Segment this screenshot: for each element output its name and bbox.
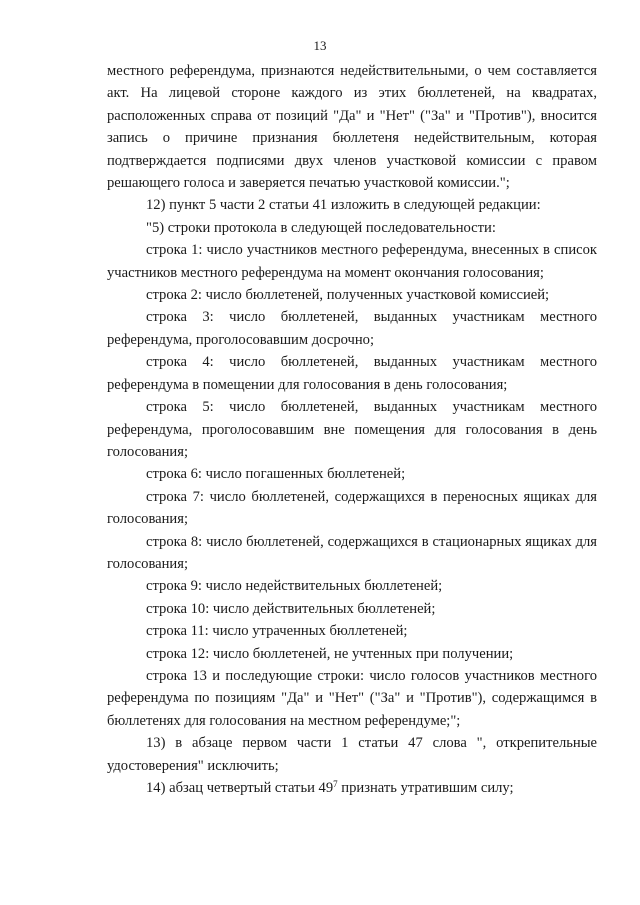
item-14-text-after: признать утратившим силу; [337,780,514,796]
item-14-text-before: 14) абзац четвертый статьи 49 [146,780,334,796]
paragraph-continuation: местного референдума, признаются недействительными, о чем составляется акт. На лицевой стороне каждого из этих бюллетеней, на квадратах, расположенных справа от позиций "Да" и "Нет" ("За" и "Против"), вносится запись о причине признания бюллетеня недействительным, которая подтверждается подписями двух членов участковой комиссии с правом решающего голоса и заверяется печатью участковой комиссии."; [107,63,597,192]
paragraph-line-5: строка 5: число бюллетеней, выданных участникам местного референдума, проголосовавшим вне помещения для голосования в день голосования; [107,399,597,460]
paragraph-line-2: строка 2: число бюллетеней, полученных участковой комиссией; [146,287,550,304]
paragraph-line-8: строка 8: число бюллетеней, содержащихся в стационарных ящиках для голосования; [107,533,597,572]
article-superscript: 7 [333,779,338,789]
paragraph-line-12: строка 12: число бюллетеней, не учтенных при получении; [146,645,514,662]
document-body [107,60,597,799]
paragraph-line-3: строка 3: число бюллетеней, выданных участникам местного референдума, проголосовавшим досрочно; [107,309,597,348]
paragraph-protocol-intro: "5) строки протокола в следующей последовательности: [146,219,496,236]
paragraph-line-1: строка 1: число участников местного референдума, внесенных в список участников местного референдума на момент окончания голосования; [107,242,597,281]
paragraph-item-13: 13) в абзаце первом части 1 статьи 47 слова ", открепительные удостоверения" исключить; [107,735,597,774]
paragraph-line-6: строка 6: число погашенных бюллетеней; [146,466,406,483]
paragraph-line-4: строка 4: число бюллетеней, выданных участникам местного референдума в помещении для голосования в день голосования; [107,354,597,393]
paragraph-line-10: строка 10: число действительных бюллетеней; [146,600,436,617]
paragraph-line-13: строка 13 и последующие строки: число голосов участников местного референдума по позициям "Да" и "Нет" ("За" и "Против"), содержащимся в бюллетенях для голосования на местном референдуме;"; [107,667,597,729]
paragraph-line-7: строка 7: число бюллетеней, содержащихся в переносных ящиках для голосования; [107,488,597,528]
paragraph-item-12: 12) пункт 5 части 2 статьи 41 изложить в следующей редакции: [146,197,541,214]
paragraph-line-11: строка 11: число утраченных бюллетеней; [146,623,408,640]
page-number: 13 [313,38,327,53]
paragraph-item-14 [107,777,597,799]
paragraph-line-9: строка 9: число недействительных бюллетеней; [146,578,443,595]
